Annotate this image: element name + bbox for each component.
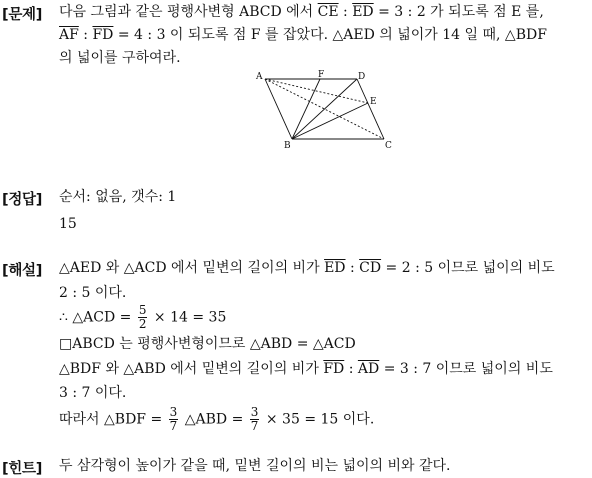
point-f-label: F — [318, 70, 325, 80]
segment-be — [292, 103, 368, 139]
segment-cd: $\overline{CD}$ — [359, 260, 382, 276]
edge-dc — [357, 79, 384, 139]
segment-ed: $\overline{ED}$ — [352, 4, 374, 20]
ratio-colon: : — [343, 4, 348, 20]
hint-label: [힌트] — [2, 461, 43, 477]
segment-fd: $\overline{FD}$ — [92, 27, 114, 43]
problem-label: [문제] — [2, 7, 43, 23]
segment-bf — [292, 79, 320, 139]
ratio-colon: : — [349, 260, 355, 276]
hint-line-1: 두 삼각형이 높이가 같을 때, 밑변 길이의 비는 넓이의 비와 같다. — [59, 458, 451, 474]
answer-label: [정답] — [2, 192, 43, 208]
segment-ce: $\overline{CE}$ — [317, 4, 339, 20]
answer-line-1: 순서: 없음, 갯수: 1 — [59, 189, 177, 205]
solution-line-6: 3 : 7 이다. — [59, 385, 127, 401]
solution-text: 따라서 △BDF = — [59, 411, 163, 428]
answer-value: 15 — [59, 216, 77, 232]
point-e-label: E — [370, 97, 377, 107]
solution-text: △ABD = — [184, 411, 244, 428]
solution-text: = 3 : 7 이므로 넓이의 비도 — [383, 361, 553, 377]
solution-line-1 — [59, 259, 555, 277]
fraction-numerator: 3 — [250, 405, 259, 419]
fraction — [169, 406, 179, 433]
solution-label: [해설] — [2, 263, 43, 279]
fraction-numerator: 5 — [138, 303, 147, 317]
solution-line-5 — [59, 360, 553, 378]
segment-fd: $\overline{FD}$ — [323, 361, 345, 377]
ratio-colon: : — [348, 361, 354, 377]
solution-text: △BDF 와 △ABD 에서 밑변의 길이의 비가 — [59, 361, 319, 377]
fraction — [250, 406, 260, 433]
fraction — [138, 304, 148, 331]
parallelogram-figure — [250, 68, 410, 153]
solution-line-7 — [59, 406, 374, 433]
solution-text: × 35 = 15 이다. — [265, 411, 375, 428]
fraction-denominator: 2 — [138, 317, 147, 331]
segment-af: $\overline{AF}$ — [59, 27, 79, 43]
problem-line-2 — [59, 26, 547, 44]
solution-line-2: 2 : 5 이다. — [59, 285, 127, 301]
edge-ba — [265, 79, 292, 139]
problem-line-3: 의 넓이를 구하여라. — [59, 50, 181, 66]
point-c-label: C — [385, 141, 392, 151]
solution-text: = 2 : 5 이므로 넓이의 비도 — [385, 260, 555, 276]
problem-text: = 4 : 3 이 되도록 점 F 를 잡았다. △AED 의 넓이가 14 일 때, △BDF — [117, 27, 547, 43]
segment-ed: $\overline{ED}$ — [324, 260, 346, 276]
problem-text: = 3 : 2 가 되도록 점 E 를, — [378, 4, 544, 20]
ratio-colon: : — [83, 27, 88, 43]
point-d-label: D — [358, 72, 366, 82]
solution-line-3 — [59, 304, 226, 331]
fraction-denominator: 7 — [250, 419, 259, 433]
problem-line-1 — [59, 3, 544, 21]
fraction-denominator: 7 — [169, 419, 178, 433]
solution-text: × 14 = 35 — [153, 309, 227, 326]
problem-text: 다음 그림과 같은 평행사변형 ABCD 에서 — [59, 4, 314, 20]
solution-text: △AED 와 △ACD 에서 밑변의 길이의 비가 — [59, 260, 320, 276]
fraction-numerator: 3 — [169, 405, 178, 419]
solution-text: ∴ △ACD = — [59, 309, 132, 326]
point-a-label: A — [256, 72, 263, 82]
segment-ad: $\overline{AD}$ — [357, 361, 380, 377]
solution-line-4: □ABCD 는 평행사변형이므로 △ABD = △ACD — [59, 336, 356, 352]
point-b-label: B — [284, 141, 291, 151]
